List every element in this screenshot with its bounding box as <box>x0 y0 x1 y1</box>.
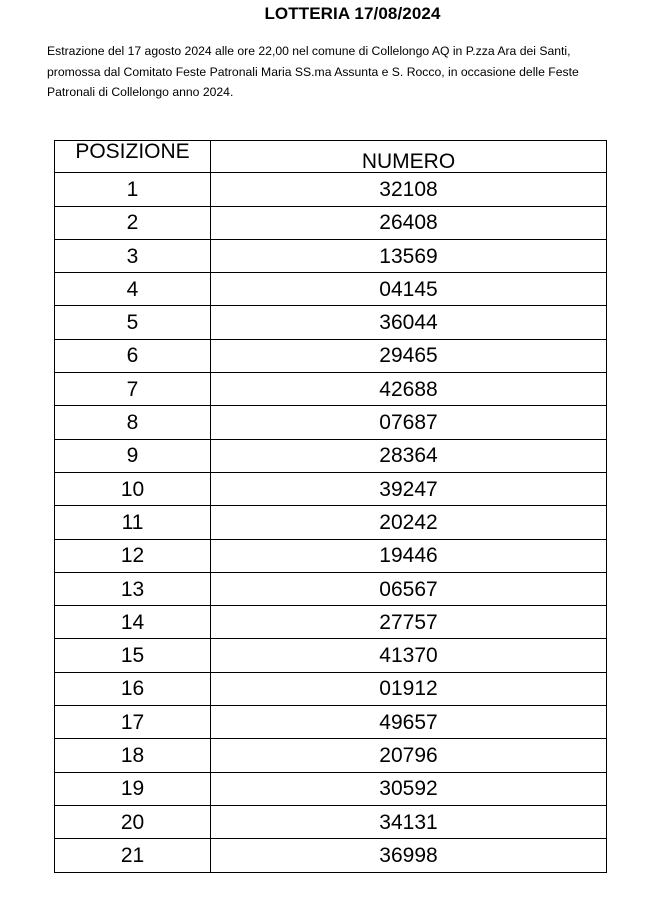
table-row <box>55 539 607 572</box>
table-row <box>55 173 607 206</box>
table-row <box>55 572 607 605</box>
position-cell: 4 <box>55 273 211 306</box>
table-row <box>55 739 607 772</box>
position-cell: 12 <box>55 539 211 572</box>
number-cell: 26408 <box>211 206 607 239</box>
position-cell: 15 <box>55 639 211 672</box>
number-cell: 28364 <box>211 439 607 472</box>
intro-paragraph <box>47 41 647 103</box>
table-row <box>55 672 607 705</box>
number-cell: 04145 <box>211 273 607 306</box>
results-table <box>54 140 607 873</box>
number-cell: 13569 <box>211 239 607 272</box>
number-cell: 29465 <box>211 339 607 372</box>
table-row <box>55 306 607 339</box>
number-cell: 06567 <box>211 572 607 605</box>
header-position: POSIZIONE <box>55 141 211 173</box>
number-cell: 36044 <box>211 306 607 339</box>
table-row <box>55 206 607 239</box>
table-row <box>55 606 607 639</box>
table-row <box>55 639 607 672</box>
document-title: LOTTERIA 17/08/2024 <box>264 4 441 23</box>
table-row <box>55 273 607 306</box>
table-row <box>55 439 607 472</box>
number-cell: 20242 <box>211 506 607 539</box>
table-row <box>55 472 607 505</box>
number-cell: 30592 <box>211 772 607 805</box>
number-cell: 34131 <box>211 805 607 838</box>
intro-line: Patronali di Collelongo anno 2024. <box>47 85 234 99</box>
table-row <box>55 406 607 439</box>
position-cell: 6 <box>55 339 211 372</box>
position-cell: 1 <box>55 173 211 206</box>
position-cell: 10 <box>55 472 211 505</box>
table-row <box>55 706 607 739</box>
number-cell: 41370 <box>211 639 607 672</box>
table-header-row <box>55 141 607 173</box>
position-cell: 5 <box>55 306 211 339</box>
position-cell: 18 <box>55 739 211 772</box>
table-row <box>55 239 607 272</box>
position-cell: 17 <box>55 706 211 739</box>
table-row <box>55 805 607 838</box>
table-body <box>55 173 607 872</box>
position-cell: 2 <box>55 206 211 239</box>
position-cell: 14 <box>55 606 211 639</box>
position-cell: 16 <box>55 672 211 705</box>
number-cell: 19446 <box>211 539 607 572</box>
position-cell: 21 <box>55 839 211 872</box>
number-cell: 01912 <box>211 672 607 705</box>
number-cell: 39247 <box>211 472 607 505</box>
position-cell: 19 <box>55 772 211 805</box>
position-cell: 9 <box>55 439 211 472</box>
position-cell: 20 <box>55 805 211 838</box>
table-row <box>55 506 607 539</box>
intro-line: promossa dal Comitato Feste Patronali Maria SS.ma Assunta e S. Rocco, in occasione delle Feste <box>47 64 579 79</box>
table-row <box>55 839 607 872</box>
number-cell: 27757 <box>211 606 607 639</box>
intro-line: Estrazione del 17 agosto 2024 alle ore 22,00 nel comune di Collelongo AQ in P.zza Ara dei Santi, <box>47 44 571 58</box>
position-cell: 11 <box>55 506 211 539</box>
number-cell: 32108 <box>211 173 607 206</box>
table-row <box>55 373 607 406</box>
number-cell: 49657 <box>211 706 607 739</box>
number-cell: 42688 <box>211 373 607 406</box>
position-cell: 8 <box>55 406 211 439</box>
position-cell: 7 <box>55 373 211 406</box>
table-row <box>55 772 607 805</box>
number-cell: 07687 <box>211 406 607 439</box>
number-cell: 20796 <box>211 739 607 772</box>
table-row <box>55 339 607 372</box>
header-number: NUMERO <box>211 141 607 173</box>
position-cell: 13 <box>55 572 211 605</box>
number-cell: 36998 <box>211 839 607 872</box>
position-cell: 3 <box>55 239 211 272</box>
